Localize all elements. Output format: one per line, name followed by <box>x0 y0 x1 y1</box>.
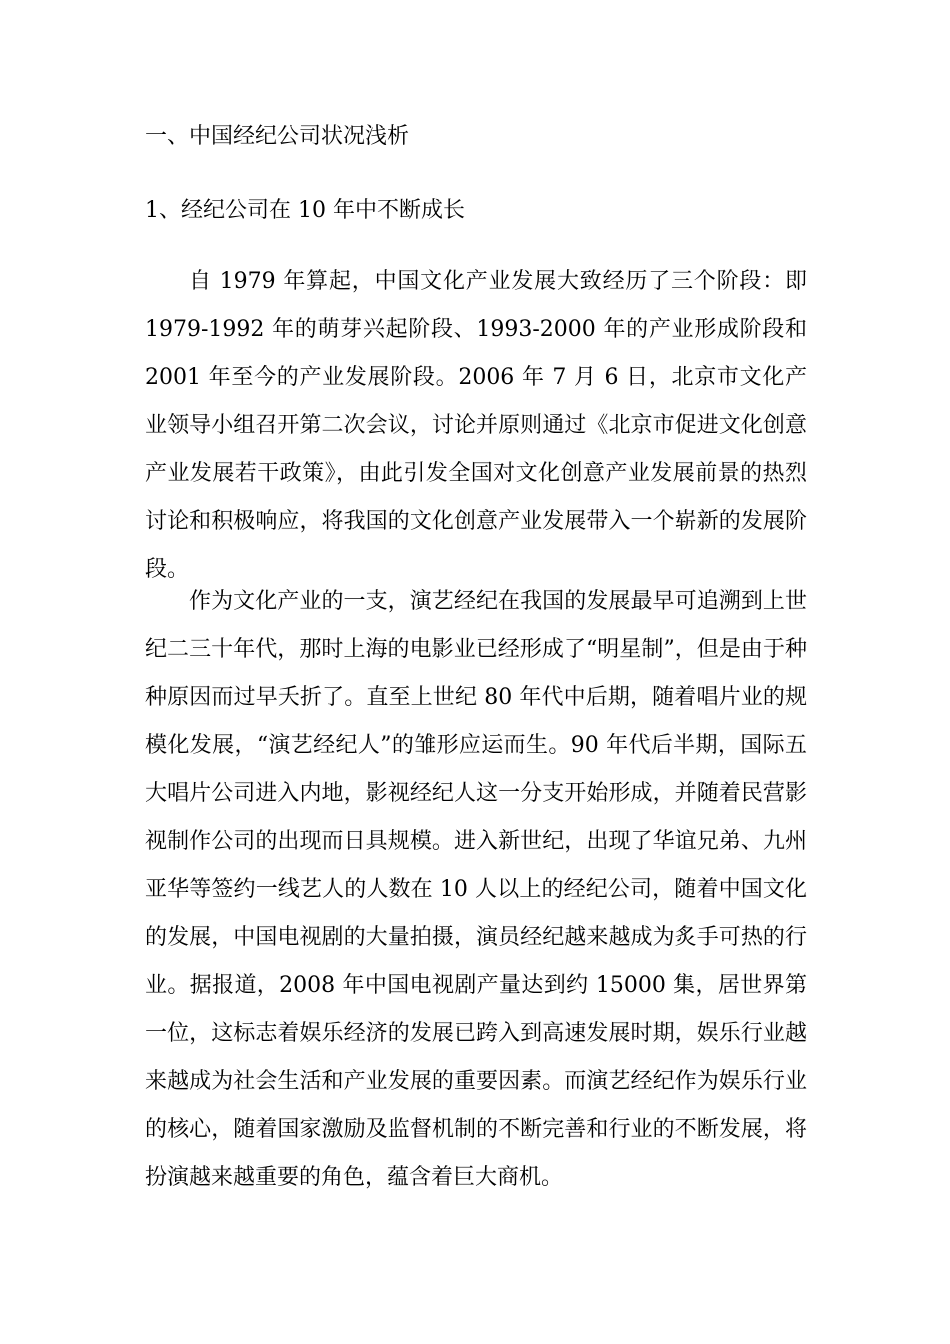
subsection-heading: 1、经纪公司在 10 年中不断成长 <box>145 198 465 223</box>
body-paragraph-1: 自 1979 年算起，中国文化产业发展大致经历了三个阶段：即 1979-1992 年的萌芽兴起阶段、1993-2000 年的产业形成阶段和 2001 年至今的产业发展阶段。2006 年 7 月 6 日，北京市文化产业领导小组召开第二次会议，讨论并原则通过《北京市促进文化创意产业发展若干政策》，由此引发全国对文化创意产业发展前景的热烈讨论和积极响应，将我国的文化创意产业发展带入一个崭新的发展阶段。 <box>145 269 807 582</box>
section-heading: 一、中国经纪公司状况浅析 <box>145 124 410 149</box>
body-paragraph-2: 作为文化产业的一支，演艺经纪在我国的发展最早可追溯到上世纪二三十年代，那时上海的电影业已经形成了“明星制”，但是由于种种原因而过早夭折了。直至上世纪 80 年代中后期，随着唱片业的规模化发展，“演艺经纪人”的雏形应运而生。90 年代后半期，国际五大唱片公司进入内地，影视经纪人这一分支开始形成，并随着民营影视制作公司的出现而日具规模。进入新世纪，出现了华谊兄弟、九州亚华等签约一线艺人的人数在 10 人以上的经纪公司，随着中国文化的发展，中国电视剧的大量拍摄，演员经纪越来越成为炙手可热的行业。据报道，2008 年中国电视剧产量达到约 15000 集，居世界第一位，这标志着娱乐经济的发展已跨入到高速发展时期，娱乐行业越来越成为社会生活和产业发展的重要因素。而演艺经纪作为娱乐行业的核心，随着国家激励及监督机制的不断完善和行业的不断发展，将扮演越来越重要的角色，蕴含着巨大商机。 <box>145 589 807 1190</box>
